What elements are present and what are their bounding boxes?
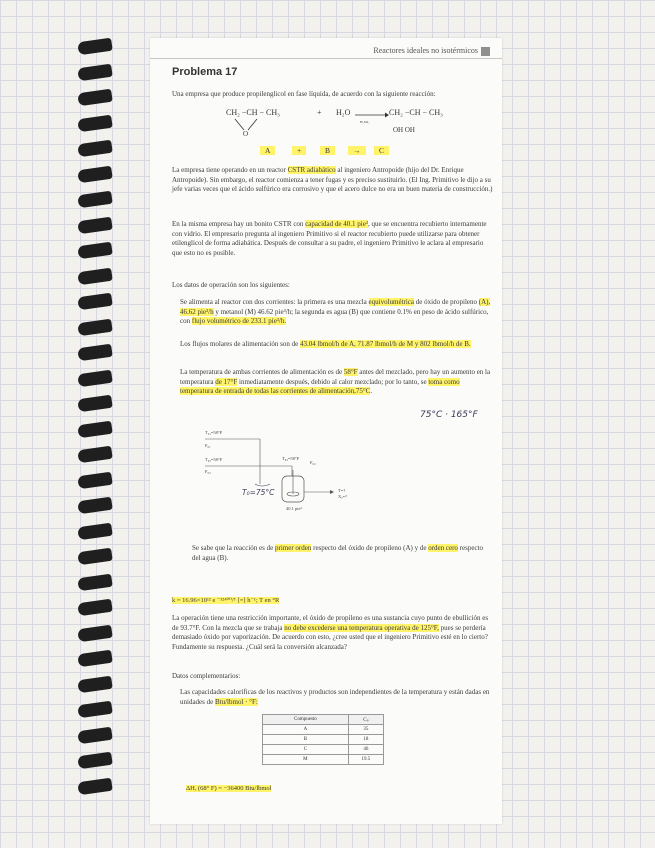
binding-ring (77, 191, 112, 209)
binding-ring (77, 497, 112, 515)
compound-cell: A (263, 725, 349, 735)
binding-ring (77, 38, 112, 56)
header-compound: Compuesto (263, 715, 349, 725)
cp-cell: 18 (348, 735, 383, 745)
paragraph-reaction-order: Se sabe que la reacción es de primer orden respecto del óxido de propileno (A) y de orden cero respecto del agua (B). (192, 544, 483, 562)
table-row (263, 755, 384, 765)
cp-cell: 19.5 (348, 755, 383, 765)
paragraph-molar-flows: Los flujos molares de alimentación son de 43.04 lbmol/h de A, 71.87 lbmol/h de M y 802 lbmol/h de B. (180, 340, 471, 348)
binding-ring (77, 675, 112, 693)
textbook-page (150, 38, 502, 824)
table-row (263, 735, 384, 745)
paragraph-temperature: La temperatura de ambas corrientes de alimentación es de 58°F antes del mezclado, pero hay un aumento en la temperatura de 17°F inmediatamente después, debido al calor mezclado; por lo tanto, se toma como temperatura de entrada de todas las corrientes de alimentación,75°C. (180, 368, 491, 396)
stream2-flow: F₀₂ (310, 460, 316, 465)
reactor-volume: 40.1 pie³ (286, 506, 302, 511)
binding-ring (77, 599, 112, 617)
label-b: B (320, 146, 335, 155)
binding-ring (77, 344, 112, 362)
header-cp: Cₚ (348, 715, 383, 725)
reactor-schematic (200, 426, 390, 516)
paragraph-cstr: En la misma empresa hay un bonito CSTR con capacidad de 40.1 pie³, que se encuentra recubierto internamente con vidrio. El empresario pregunta al ingeniero Primitivo si el reactor recubierto puede utilizarse para obtener etilenglicol de forma adiabática. Después de consultar a su padre, el ingeniero Primitivo le aclara al empresario que esto no es posible. (172, 220, 487, 257)
complementary-data-heading: Datos complementarios: (172, 672, 241, 680)
binding-ring (77, 369, 112, 387)
outlet-conversion: Xₐ=? (338, 494, 348, 499)
binding-ring (77, 267, 112, 285)
binding-ring (77, 650, 112, 668)
outlet-temp: T=? (338, 488, 346, 493)
binding-ring (77, 242, 112, 260)
table-row (263, 745, 384, 755)
reactor-flow-diagram (200, 426, 390, 516)
binding-ring (77, 752, 112, 770)
reaction-arrow-icon (355, 112, 389, 118)
binding-ring (77, 777, 112, 795)
binding-ring (77, 548, 112, 566)
spiral-binding (78, 40, 118, 820)
binding-ring (77, 522, 112, 540)
plus-sign: + (317, 108, 322, 117)
compound-cell: C (263, 745, 349, 755)
compound-cell: B (263, 735, 349, 745)
table-header-row (263, 715, 384, 725)
label-a: A (260, 146, 275, 155)
binding-ring (77, 701, 112, 719)
compound-cell: M (263, 755, 349, 765)
cp-cell: 46 (348, 745, 383, 755)
binding-ring (77, 624, 112, 642)
table-row (263, 725, 384, 735)
binding-ring (77, 446, 112, 464)
product-hydroxyls: OH OH (393, 126, 415, 134)
binding-ring (77, 471, 112, 489)
product-propylene-glycol: CH₂ −CH − CH₃ (389, 108, 443, 117)
binding-ring (77, 140, 112, 158)
handwritten-temperature-note: 75°C · 165°F (420, 410, 478, 420)
problem-title: Problema 17 (172, 66, 238, 78)
binding-ring (77, 89, 112, 107)
intro-text: Una empresa que produce propilenglicol en fase líquida, de acuerdo con la siguiente reacción: (172, 90, 436, 98)
epoxide-oxygen: O (243, 130, 249, 138)
heat-capacity-table (262, 714, 384, 765)
binding-ring (77, 318, 112, 336)
catalyst-label: H₂SO₄ (360, 120, 370, 124)
binding-ring (77, 165, 112, 183)
stream3-temp: T₀₃=58°F (205, 457, 223, 462)
page-header (150, 45, 502, 59)
binding-ring (77, 726, 112, 744)
paragraph-heat-capacities: Las capacidades caloríficas de los reactivos y productos son independientes de la temperatura y están dadas en unidades de Btu/lbmol · °F: (180, 688, 490, 706)
label-plus: + (292, 146, 306, 155)
binding-ring (77, 573, 112, 591)
stream2-temp: T₀₂=58°F (282, 456, 300, 461)
header-marker (481, 47, 490, 56)
stream3-flow: F₀₃ (205, 469, 211, 474)
reactant-water: H₂O (336, 108, 351, 117)
binding-ring (77, 293, 112, 311)
binding-ring (77, 114, 112, 132)
binding-ring (77, 216, 112, 234)
operation-data-heading: Los datos de operación son los siguientes: (172, 281, 290, 289)
binding-ring (77, 420, 112, 438)
handwritten-inlet-temp: T₀=75°C (242, 488, 275, 497)
heat-of-reaction: ΔHᵣ (68° F) = −36400 Btu/lbmol (186, 785, 272, 792)
cp-cell: 35 (348, 725, 383, 735)
paragraph-feed-streams: Se alimenta al reactor con dos corrientes: la primera es una mezcla equivolumétrica de óxido de propileno (A), 46.62 pie³/h y metanol (M) 46.62 pie³/h; la segunda es agua (B) que contiene 0.1% en peso de ácido sulfúrico, con flujo volumétrico de 233.1 pie³/h. (180, 298, 491, 326)
paragraph-restriction: La operación tiene una restricción importante, el óxido de propileno es una sustancia cuyo punto de ebullición es de 93.7°F. Con la mezcla que se trabaja no debe excederse una temperatura operativa de 125°F, pues se perdería demasiado óxido por vaporización. De acuerdo con esto, ¿cree usted que el ingeniero Primitivo esté en lo cierto? Fundamente su respuesta. ¿Cuál será la conversión alcanzada? (172, 614, 489, 651)
rate-constant-expression: k = 16.96×10¹² e ⁻³²⁴⁰⁰/ᵀ [=] h⁻¹; T en °R (172, 597, 280, 604)
header-title: Reactores ideales no isotérmicos (373, 46, 478, 55)
binding-ring (77, 395, 112, 413)
stream1-flow: F₀₁ (205, 443, 211, 448)
paragraph-reactor: La empresa tiene operando en un reactor CSTR adiabático al ingeniero Antropoide (hijo del Dr. Enrique Antropoide). Sin embargo, el reactor comienza a tener fugas y es preciso sustituirlo. (El Ing. Primitivo le dijo a su jefe varias veces que el ácido sulfúrico era corrosivo y que el acero dulce no era un buen materia de construcción.) (172, 166, 493, 194)
reactant-propylene-oxide: CH₂ −CH − CH₃ (226, 108, 280, 117)
binding-ring (77, 63, 112, 81)
stream1-temp: T₀₁=58°F (205, 430, 223, 435)
label-c: C (374, 146, 389, 155)
label-arrow: → (348, 146, 366, 155)
